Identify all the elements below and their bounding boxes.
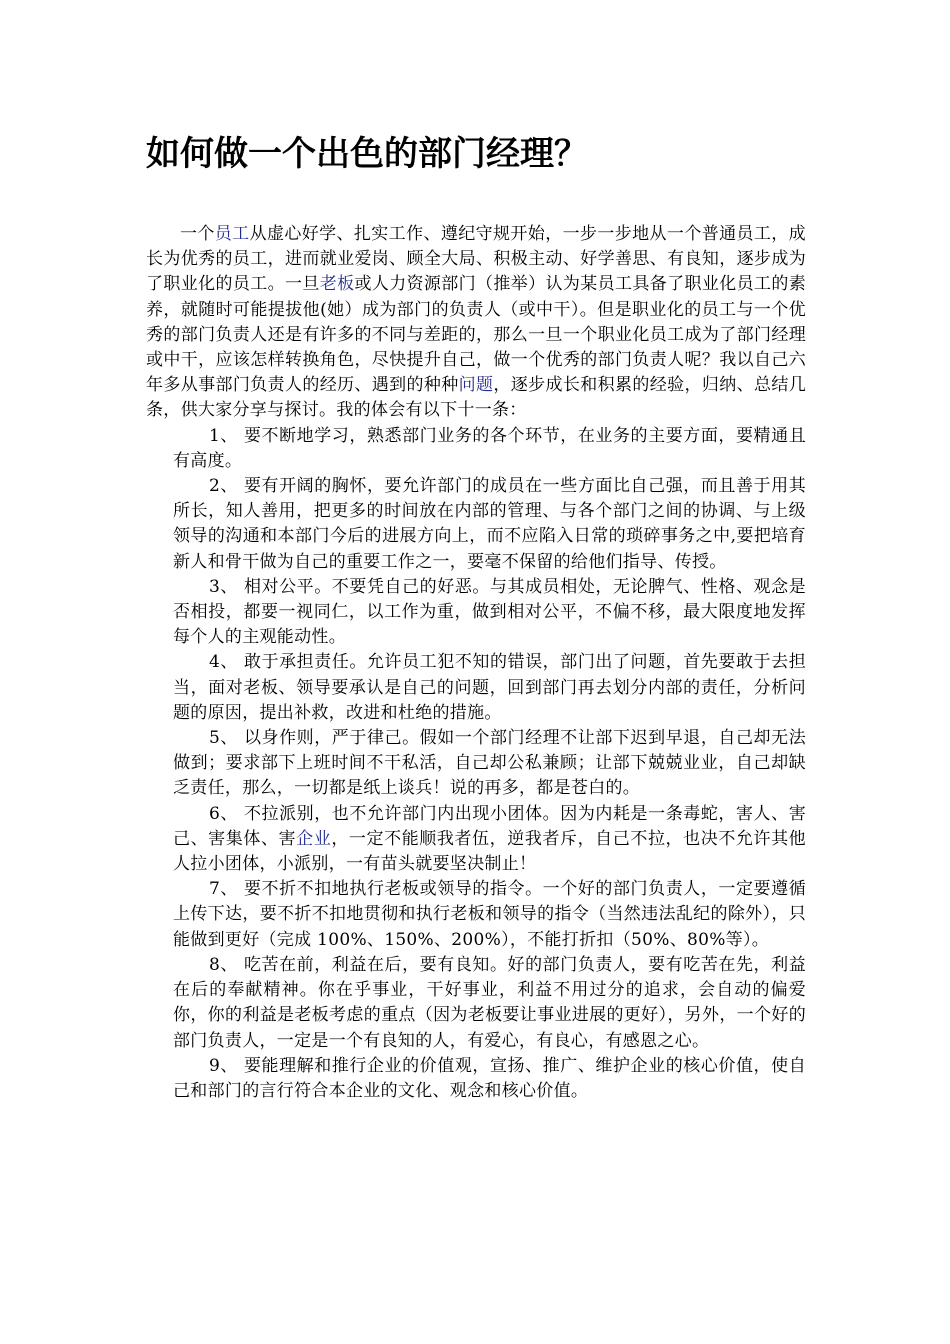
link-boss[interactable]: 老板	[319, 274, 355, 295]
link-problem[interactable]: 问题	[458, 375, 494, 396]
link-employee[interactable]: 员工	[214, 224, 250, 244]
list-item-7: 7、 要不折不扣地执行老板或领导的指令。一个好的部门负责人，一定要遵循上传下达，要不折不扣地贯彻和执行老板和领导的指令（当然违法乱纪的除外），只能做到更好（完成 100%、150%、200%），不能打折扣（50%、80%等）。	[173, 879, 806, 950]
list-item-1: 1、 要不断地学习，熟悉部门业务的各个环节，在业务的主要方面，要精通且有高度。	[173, 425, 806, 471]
document-body	[146, 222, 806, 1104]
list-item-9: 9、 要能理解和推行企业的价值观，宣扬、推广、维护企业的核心价值，使自己和部门的言行符合本企业的文化、观念和核心价值。	[173, 1055, 806, 1101]
intro-text-3: 或人力资源部门（推举）认为某员工具备了职业化员工的素养，就随时可能提拔他(她）成为部门的负责人（或中干）。但是职业化的员工与一个优秀的部门负责人还是有许多的不同与差距的，那么一旦一个职业化员工成为了部门经理或中干，应该怎样转换角色，尽快提升自己，做一个优秀的部门负责人呢？我以自己六年多从事部门负责人的经历、遇到的种种	[146, 274, 806, 396]
intro-paragraph	[146, 222, 806, 424]
list-item-6	[173, 802, 806, 878]
list-item-2: 2、 要有开阔的胸怀，要允许部门的成员在一些方面比自己强，而且善于用其所长，知人善用，把更多的时间放在内部的管理、与各个部门之间的协调、与上级领导的沟通和本部门今后的进展方向上，而不应陷入日常的琐碎事务之中,要把培育新人和骨干做为自己的重要工作之一，要毫不保留的给他们指导、传授。	[173, 476, 806, 572]
intro-text-2: 从虚心好学、扎实工作、遵纪守规开始，一步一步地从一个普通员工，成长为优秀的员工，进而就业爱岗、顾全大局、积极主动、好学善思、有良知，逐步成为了职业化的员工。一旦	[146, 224, 806, 295]
list-item-3: 3、 相对公平。不要凭自己的好恶。与其成员相处，无论脾气、性格、观念是否相投，都要一视同仁，以工作为重，做到相对公平，不偏不移，最大限度地发挥每个人的主观能动性。	[173, 576, 806, 648]
list-item-4: 4、 敢于承担责任。允许员工犯不知的错误，部门出了问题，首先要敢于去担当，面对老板、领导要承认是自己的问题，回到部门再去划分内部的责任，分析问题的原因，提出补救，改进和杜绝的措施。	[173, 652, 806, 723]
intro-text-4: ，逐步成长和积累的经验，归纳、总结几条，供大家分享与探讨。我的体会有以下十一条：	[146, 375, 806, 421]
list-item-8: 8、 吃苦在前，利益在后，要有良知。好的部门负责人，要有吃苦在先，利益在后的奉献精神。你在乎事业，干好事业，利益不用过分的追求，会自动的偏爱你，你的利益是老板考虑的重点（因为老板要让事业进展的更好），另外，一个好的部门负责人，一定是一个有良知的人，有爱心，有良心，有感恩之心。	[173, 954, 806, 1051]
list-item-5: 5、 以身作则，严于律己。假如一个部门经理不让部下迟到早退，自己却无法做到；要求部下上班时间不干私活，自己却公私兼顾；让部下兢兢业业，自己却缺乏责任，那么，一切都是纸上谈兵！说的再多，都是苍白的。	[173, 728, 806, 799]
link-enterprise[interactable]: 企业	[296, 828, 332, 849]
item6-text-1: 6、 不拉派别，也不允许部门内出现小团体。因为内耗是一条毒蛇，害人、害己、害集体、害	[173, 803, 806, 849]
item6-text-2: ，一定不能顺我者伍，逆我者斥，自己不拉，也决不允许其他人拉小团体，小派别，一有苗头就要坚决制止！	[173, 828, 806, 875]
page-title: 如何做一个出色的部门经理？	[146, 134, 588, 174]
intro-text-1: 一个	[180, 224, 215, 244]
